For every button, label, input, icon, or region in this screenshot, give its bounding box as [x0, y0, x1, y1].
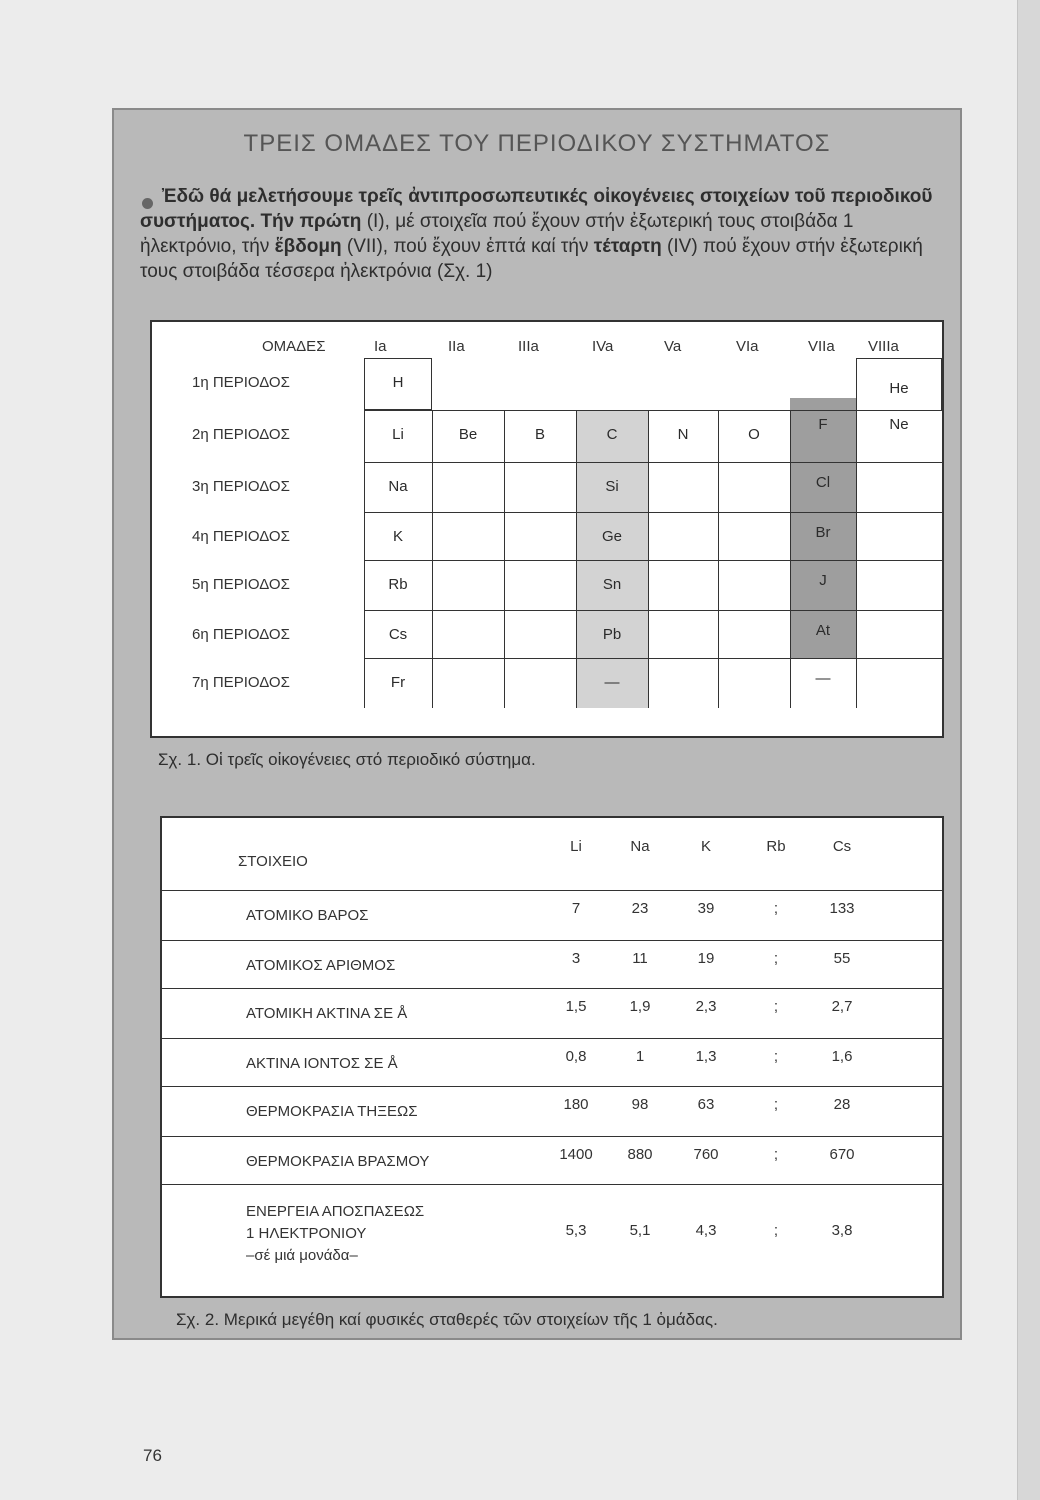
table-cell: 2,7 — [831, 998, 853, 1015]
column-header-li: Li — [570, 838, 582, 855]
group-label-IVa: IVa — [592, 338, 614, 355]
period-label-5: 5η ΠΕΡΙΟΔΟΣ — [192, 576, 290, 593]
table-cell: ; — [773, 950, 779, 967]
caption-figure-1: Σχ. 1. Οἱ τρεῖς οἰκογένειες στό περιοδικό σύστημα. — [158, 750, 536, 769]
table-rule — [162, 988, 942, 989]
grid-cell — [648, 658, 718, 708]
table-cell: 1,3 — [695, 1048, 717, 1065]
table-rule — [162, 1086, 942, 1087]
table-cell: 3,8 — [831, 1222, 853, 1239]
intro-paragraph — [140, 184, 940, 284]
table-cell: 133 — [829, 900, 855, 917]
grid-cell — [856, 658, 942, 708]
grid-cell — [718, 560, 790, 610]
row-label-energy: ΕΝΕΡΓΕΙΑ ΑΠΟΣΠΑΣΕΩΣ — [246, 1203, 425, 1220]
column-header-cs: Cs — [832, 838, 852, 855]
row-label: ΑΤΟΜΙΚΟ ΒΑΡΟΣ — [246, 907, 369, 924]
table-cell: 2,3 — [695, 998, 717, 1015]
intro-part-1: Ἐδῶ θά μελετήσουμε τρεῖς ἀντιπροσωπευτικές οἰκογένειες στοιχείων τοῦ περιοδικοῦ συστήματος. — [140, 186, 933, 232]
grid-cell — [432, 658, 504, 708]
element-iv-0: C — [606, 426, 618, 443]
grid-cell — [718, 610, 790, 658]
element-o: O — [748, 426, 760, 443]
page-edge — [1017, 0, 1040, 1500]
grid-cell — [432, 462, 504, 512]
row-label: ΑΤΟΜΙΚΗ ΑΚΤΙΝΑ ΣΕ Å — [246, 1005, 408, 1022]
period-label-2: 2η ΠΕΡΙΟΔΟΣ — [192, 426, 290, 443]
table-cell: 39 — [697, 900, 715, 917]
table-cell: 11 — [632, 950, 648, 967]
element-li: Li — [392, 426, 404, 443]
element-n: N — [677, 426, 689, 443]
table-cell: 63 — [697, 1096, 715, 1113]
periodic-table-figure — [150, 320, 944, 738]
grid-cell — [432, 512, 504, 560]
table-cell: 5,1 — [629, 1222, 651, 1239]
period-label-7: 7η ΠΕΡΙΟΔΟΣ — [192, 674, 290, 691]
element-b: B — [534, 426, 545, 443]
caption-figure-2: Σχ. 2. Μερικά μεγέθη καί φυσικές σταθερές τῶν στοιχείων τῆς 1 ὁμάδας. — [176, 1310, 718, 1329]
table-cell: 1,5 — [565, 998, 587, 1015]
page-number: 76 — [143, 1446, 162, 1465]
element-be: Be — [458, 426, 478, 443]
grid-cell — [504, 658, 576, 708]
element-rb: Rb — [388, 576, 408, 593]
group-label-IIa: IIa — [448, 338, 465, 355]
section-title: ΤΡΕΙΣ ΟΜΑΔΕΣ ΤΟΥ ΠΕΡΙΟΔΙΚΟΥ ΣΥΣΤΗΜΑΤΟΣ — [243, 130, 831, 157]
groups-header: ΟΜΑΔΕΣ — [262, 338, 326, 355]
group-label-IIIa: IIIa — [518, 338, 539, 355]
element-vii-4: At — [815, 622, 831, 639]
group-label-VIa: VIa — [736, 338, 759, 355]
grid-cell — [648, 462, 718, 512]
table-cell: ; — [773, 900, 779, 917]
period-label-3: 3η ΠΕΡΙΟΔΟΣ — [192, 478, 290, 495]
grid-cell — [856, 610, 942, 658]
period-label-6: 6η ΠΕΡΙΟΔΟΣ — [192, 626, 290, 643]
table-cell: 5,3 — [565, 1222, 587, 1239]
group-label-Ia: Ia — [374, 338, 387, 355]
element-ne: Ne — [889, 416, 909, 433]
period-label-1: 1η ΠΕΡΙΟΔΟΣ — [192, 374, 290, 391]
table-rule — [162, 1038, 942, 1039]
intro-part-7: (IV) πού ἔχουν στήν ἐξωτερική τους στοιβάδα τέσσερα ἠλεκτρόνια (Σχ. 1) — [140, 236, 923, 282]
table-cell: ; — [773, 1096, 779, 1113]
table-cell: 1 — [635, 1048, 645, 1065]
grid-cell — [856, 512, 942, 560]
group-label-VIIa: VIIa — [808, 338, 835, 355]
grid-cell — [856, 462, 942, 512]
element-iv-4: Pb — [602, 626, 622, 643]
column-header-k: K — [700, 838, 711, 855]
table-cell: ; — [773, 1222, 779, 1239]
table-rule — [162, 1136, 942, 1137]
table-rule — [162, 1184, 942, 1185]
column-header-rb: Rb — [766, 838, 786, 855]
grid-cell — [648, 512, 718, 560]
grid-cell — [856, 560, 942, 610]
row-label: ΑΚΤΙΝΑ ΙΟΝΤΟΣ ΣΕ Å — [246, 1055, 398, 1072]
table-header-label: ΣΤΟΙΧΕΙΟ — [238, 853, 308, 870]
grid-cell — [504, 462, 576, 512]
element-k: K — [392, 528, 403, 545]
table-cell: ; — [773, 1146, 779, 1163]
element-vii-0: F — [818, 416, 828, 433]
group-label-Va: Va — [664, 338, 682, 355]
grid-cell — [504, 560, 576, 610]
table-cell: 55 — [833, 950, 851, 967]
row-label-energy-3: –σέ μιά μονάδα– — [246, 1247, 358, 1264]
row-label: ΘΕΡΜΟΚΡΑΣΙΑ ΒΡΑΣΜΟΥ — [246, 1153, 430, 1170]
element-vii-3: J — [819, 572, 827, 589]
element-iv-1: Si — [605, 478, 619, 495]
table-cell: 180 — [563, 1096, 589, 1113]
element-na: Na — [388, 478, 408, 495]
period-label-4: 4η ΠΕΡΙΟΔΟΣ — [192, 528, 290, 545]
column-header-na: Na — [630, 838, 650, 855]
table-cell: 0,8 — [565, 1048, 587, 1065]
content-panel — [112, 108, 962, 1340]
table-cell: 1400 — [559, 1146, 593, 1163]
grid-cell — [718, 658, 790, 708]
table-rule — [162, 890, 942, 891]
table-cell: 23 — [631, 900, 649, 917]
element-he: He — [889, 380, 909, 397]
element-vii-1: Cl — [815, 474, 831, 491]
table-cell: 880 — [627, 1146, 653, 1163]
grid-cell — [432, 610, 504, 658]
row-label-energy-2: 1 ΗΛΕΚΤΡΟΝΙΟΥ — [246, 1225, 367, 1242]
table-cell: 760 — [693, 1146, 719, 1163]
element-iv-3: Sn — [602, 576, 622, 593]
properties-table — [160, 816, 944, 1298]
element-h: H — [392, 374, 404, 391]
grid-cell — [648, 560, 718, 610]
table-cell: 7 — [571, 900, 581, 917]
row-label: ΘΕΡΜΟΚΡΑΣΙΑ ΤΗΞΕΩΣ — [246, 1103, 418, 1120]
element-iv-5: — — [604, 674, 620, 691]
element-vii-2: Br — [815, 524, 831, 541]
intro-part-6: τέταρτη — [593, 236, 662, 257]
group-label-VIIIa: VIIIa — [868, 338, 899, 355]
grid-cell — [504, 610, 576, 658]
intro-part-2: Τήν πρώτη — [255, 211, 362, 232]
table-cell: 19 — [697, 950, 715, 967]
table-cell: ; — [773, 998, 779, 1015]
table-cell: 3 — [571, 950, 581, 967]
table-rule — [162, 940, 942, 941]
grid-cell — [504, 512, 576, 560]
table-cell: 670 — [829, 1146, 855, 1163]
element-fr: Fr — [390, 674, 406, 691]
grid-cell — [432, 560, 504, 610]
table-cell: 98 — [631, 1096, 649, 1113]
element-iv-2: Ge — [601, 528, 622, 545]
intro-part-4: ἕβδομη — [274, 236, 342, 257]
intro-part-3: (I), μέ στοιχεῖα πού ἔχουν στήν ἐξωτερική τους στοιβάδα 1 ἠλεκτρόνιο, τήν — [140, 211, 854, 257]
intro-part-5: (VII), πού ἔχουν ἑπτά καί τήν — [341, 236, 594, 257]
element-cs: Cs — [388, 626, 408, 643]
table-cell: 28 — [833, 1096, 851, 1113]
table-cell: 1,9 — [629, 998, 651, 1015]
element-vii-5: — — [815, 670, 831, 687]
grid-cell — [718, 512, 790, 560]
grid-cell — [718, 462, 790, 512]
grid-cell — [648, 610, 718, 658]
table-cell: 1,6 — [831, 1048, 853, 1065]
row-label: ΑΤΟΜΙΚΟΣ ΑΡΙΘΜΟΣ — [246, 957, 396, 974]
table-cell: 4,3 — [695, 1222, 717, 1239]
table-cell: ; — [773, 1048, 779, 1065]
